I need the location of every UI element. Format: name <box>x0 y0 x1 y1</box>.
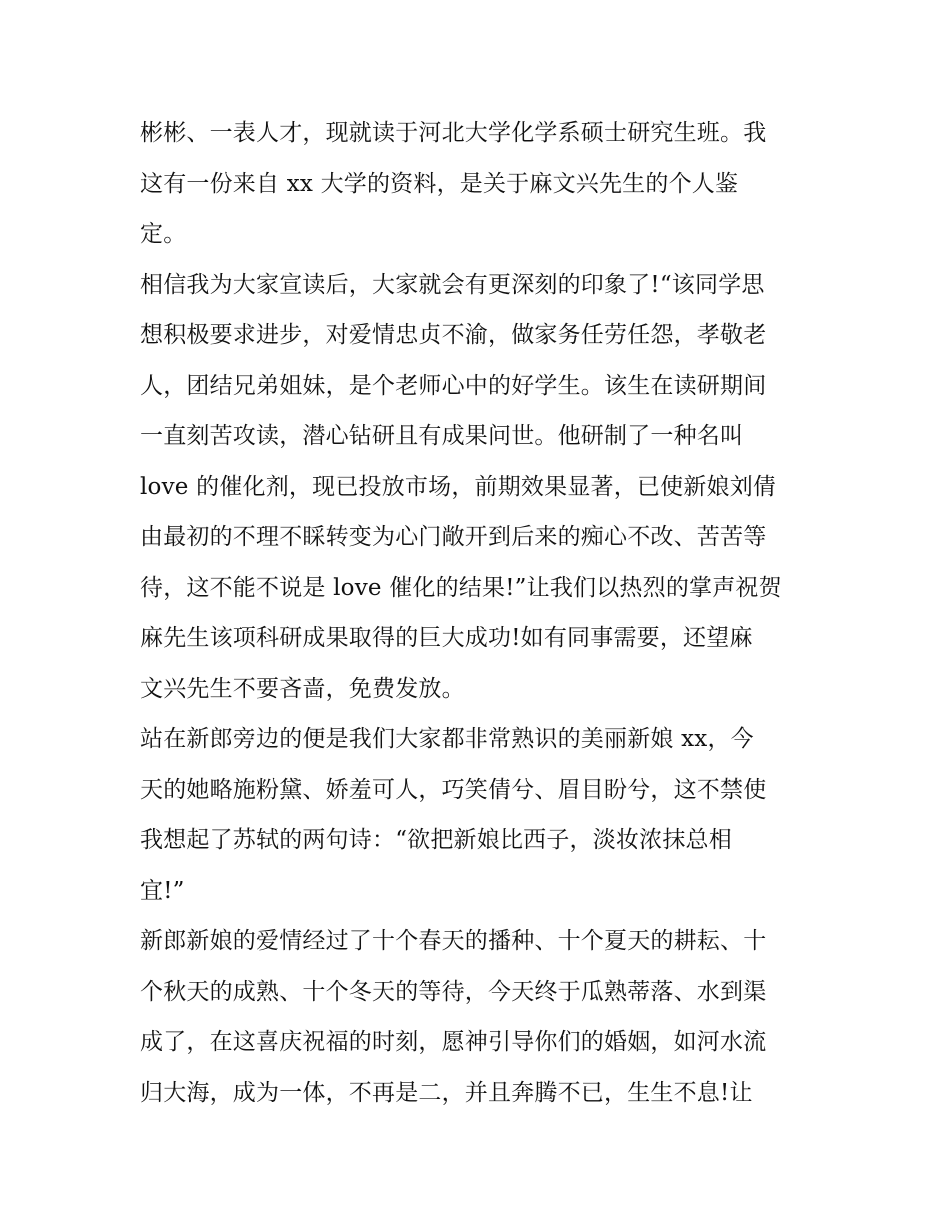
text-line: 个秋天的成熟、十个冬天的等待，今天终于瓜熟蒂落、水到渠 <box>140 978 767 1005</box>
text-line: 定。 <box>140 221 187 247</box>
text-line: 我想起了苏轼的两句诗：“欲把新娘比西子，淡妆浓抹总相 <box>140 827 732 853</box>
text-line: 待，这不能不说是 love 催化的结果!”让我们以热烈的掌声祝贺 <box>140 574 782 601</box>
text-line: 归大海，成为一体，不再是二，并且奔腾不已，生生不息!让 <box>140 1079 753 1106</box>
text-line: 想积极要求进步，对爱情忠贞不渝，做家务任劳任怨，孝敬老 <box>140 322 767 348</box>
text-line: 天的她略施粉黛、娇羞可人，巧笑倩兮、眉目盼兮，这不禁使 <box>140 776 767 803</box>
text-line: 由最初的不理不睬转变为心门敞开到后来的痴心不改、苦苦等 <box>140 524 767 550</box>
document-body <box>140 108 820 1118</box>
text-line: 文兴先生不要吝啬，免费发放。 <box>140 675 465 702</box>
text-line: 宜!” <box>140 877 185 904</box>
text-line: 相信我为大家宣读后，大家就会有更深刻的印象了!“该同学思 <box>140 271 765 298</box>
text-line: 这有一份来自 xx 大学的资料，是关于麻文兴先生的个人鉴 <box>140 170 739 197</box>
text-line: love 的催化剂，现已投放市场，前期效果显著，已使新娘刘倩 <box>140 473 777 500</box>
text-line: 成了，在这喜庆祝福的时刻，愿神引导你们的婚姻，如河水流 <box>140 1029 767 1055</box>
text-line: 彬彬、一表人才，现就读于河北大学化学系硕士研究生班。我 <box>140 120 767 146</box>
text-line: 人，团结兄弟姐妹，是个老师心中的好学生。该生在读研期间 <box>140 372 767 399</box>
text-line: 麻先生该项科研成果取得的巨大成功!如有同事需要，还望麻 <box>140 625 753 651</box>
text-line: 新郎新娘的爱情经过了十个春天的播种、十个夏天的耕耘、十 <box>140 928 767 954</box>
text-line: 站在新郎旁边的便是我们大家都非常熟识的美丽新娘 xx，今 <box>140 726 754 752</box>
text-line: 一直刻苦攻读，潜心钻研且有成果问世。他研制了一种名叫 <box>140 423 744 449</box>
